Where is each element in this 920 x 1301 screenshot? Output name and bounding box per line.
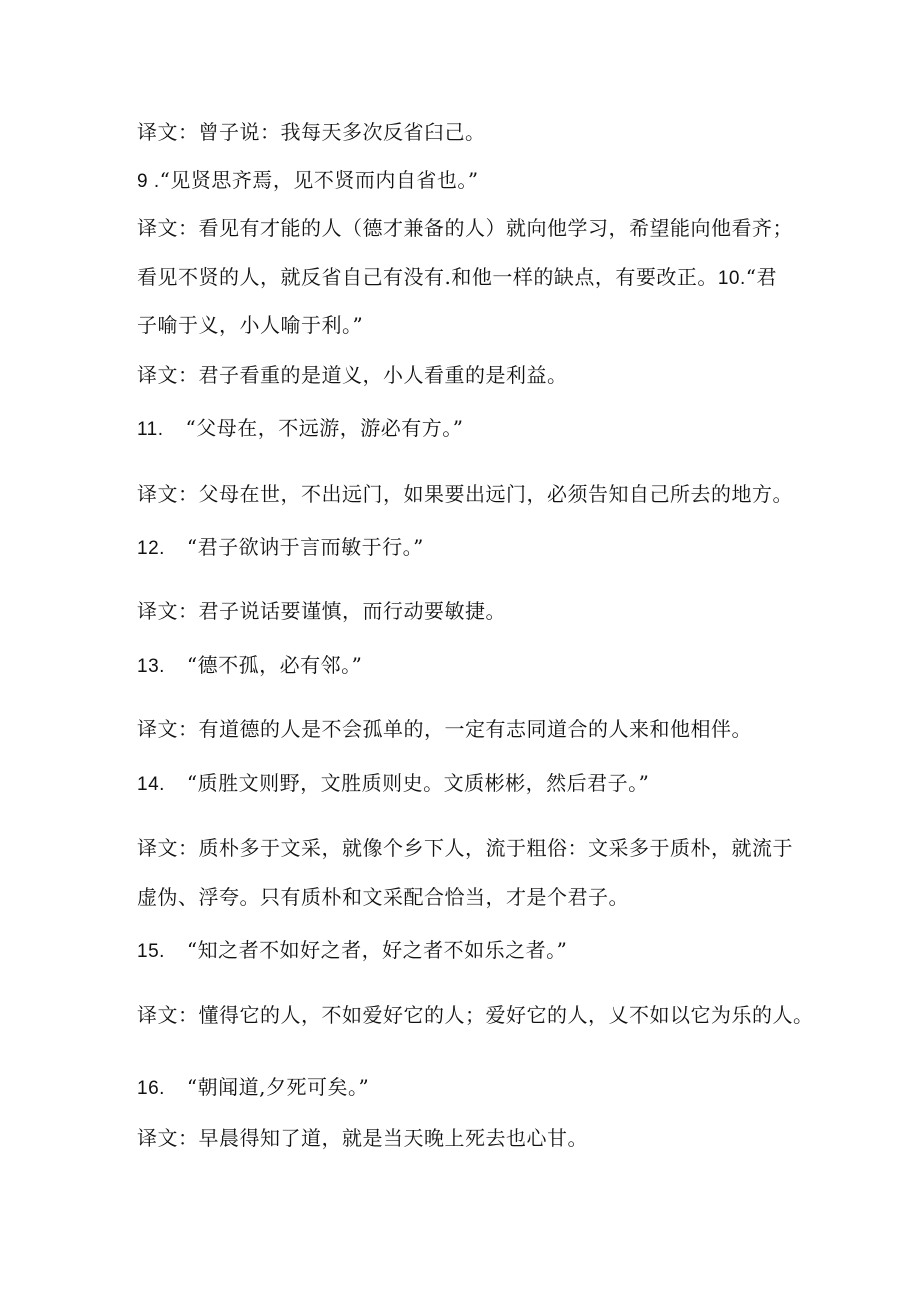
quote-line-9	[137, 168, 479, 194]
translation-line: 译文：曾子说：我每天多次反省臼己。	[137, 120, 486, 144]
translation-line: 译文：早晨得知了道，就是当天晚上死去也心甘。	[137, 1126, 588, 1150]
item-number: 16.	[137, 1078, 165, 1099]
translation-line: 译文：君子看重的是道义，小人看重的是利益。	[137, 363, 568, 387]
quote-line-13	[137, 653, 362, 679]
quote-text: “朝闻道,夕死可矣。”	[186, 1075, 370, 1099]
item-number: 11.	[137, 419, 164, 440]
quote-text: “知之者不如好之者，好之者不如乐之者。”	[186, 938, 568, 962]
quote-line-11	[137, 416, 463, 442]
item-number: 12.	[137, 538, 165, 559]
quote-text: “君子欲讷于言而敏于行。”	[186, 535, 424, 559]
translation-line: 看见不贤的人，就反省自己有没有.和他一样的缺点，有要改正。10.“君	[137, 265, 778, 289]
item-number: 13.	[137, 656, 165, 677]
item-number: 10.	[717, 268, 746, 289]
translation-line: 子喻于义，小人喻于利。”	[137, 313, 364, 337]
quote-text: “父母在，不远游，游必有方。”	[185, 416, 464, 440]
quote-text: “质胜文则野，文胜质则史。文质彬彬，然后君子。”	[186, 771, 650, 795]
quote-text: “见贤思齐焉，见不贤而内自省也。”	[159, 168, 479, 192]
translation-line: 虚伪、浮夸。只有质朴和文采配合恰当，才是个君子。	[137, 885, 629, 909]
quote-line-15	[137, 938, 567, 964]
translation-line: 译文：懂得它的人，不如爱好它的人；爱好它的人，乂不如以它为乐的人。	[137, 1003, 814, 1027]
translation-line: 译文：父母在世，不出远门，如果要出远门，必须告知自己所去的地方。	[137, 482, 793, 506]
item-number: 14.	[137, 774, 165, 795]
quote-line-12	[137, 535, 424, 561]
translation-line: 译文：君子说话要谨慎，而行动要敏捷。	[137, 599, 506, 623]
quote-line-14	[137, 771, 649, 797]
item-number: 15.	[137, 941, 165, 962]
translation-line: 译文：看见有才能的人（德才兼备的人）就向他学习，希望能向他看齐；	[137, 216, 793, 240]
translation-line: 译文：质朴多于文采，就像个乡下人，流于粗俗：文采多于质朴，就流于	[137, 836, 793, 860]
item-number: 9 .	[137, 171, 160, 192]
quote-text: “德不孤，必有邻。”	[186, 653, 363, 677]
quote-line-16	[137, 1075, 369, 1101]
translation-line: 译文：有道德的人是不会孤单的，一定有志同道合的人来和他相伴。	[137, 717, 752, 741]
